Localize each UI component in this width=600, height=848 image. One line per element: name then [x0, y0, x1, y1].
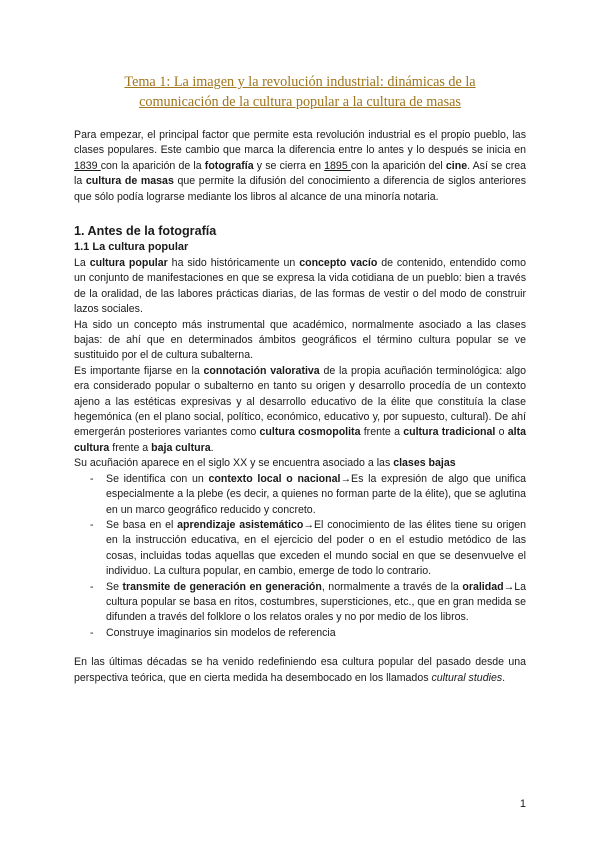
bold-term: cultura cosmopolita — [259, 426, 361, 439]
text: . — [210, 441, 214, 454]
dash-marker: - — [90, 626, 94, 639]
text: ha sido históricamente un — [167, 257, 300, 269]
term-fotografia: fotografía — [204, 159, 254, 172]
text: →La cultura popular se basa en ritos, costumbres, supersticiones, etc., que en gran medida se difunden a través del folklore o los relatos orales y no por medio de los libros. — [106, 580, 526, 624]
bold-term: baja cultura — [151, 441, 211, 454]
bold-term: oralidad — [462, 580, 504, 593]
text: , normalmente a través de la — [321, 580, 463, 593]
term-cultura-de-masas: cultura de masas — [85, 175, 174, 188]
list-item — [74, 472, 526, 518]
text: En las últimas décadas se ha venido redefiniendo esa cultura popular del pasado desde una perspectiva teórica, que en cierta medida ha desembocado en los llamados — [74, 656, 526, 684]
intro-text: y se cierra en — [253, 159, 325, 172]
intro-text: con la aparición de la — [100, 159, 205, 172]
text: Su acuñación aparece en el siglo XX y se encuentra asociado a las — [74, 457, 394, 470]
main-content — [74, 256, 526, 686]
list-item — [74, 580, 526, 626]
text: Es importante fijarse en la — [74, 364, 204, 377]
title-line-2: comunicación de la cultura popular a la cultura de masas — [139, 94, 461, 110]
paragraph-2: Ha sido un concepto más instrumental que académico, normalmente asociado a las clases bajas: de ahí que en determinados ámbitos geográficos el término cultura popular se ve sustituido por el de cultura subalterna. — [74, 318, 526, 362]
dash-marker: - — [90, 518, 94, 531]
document-title — [60, 72, 540, 112]
bold-term: cultura tradicional — [403, 426, 496, 439]
intro-text: Así se crea la — [74, 159, 527, 188]
section-heading: 1. Antes de la fotografía — [74, 224, 217, 238]
paragraph-1 — [74, 256, 526, 318]
text: Se identifica con un — [106, 472, 209, 485]
text: o — [495, 426, 508, 439]
dash-marker: - — [90, 580, 94, 593]
paragraph-4 — [74, 456, 526, 471]
text: frente a — [360, 426, 404, 439]
italic-term: cultural studies — [431, 671, 503, 684]
text: →Es la expresión de algo que unifica especialmente a la plebe (es decir, a quienes no forman parte de la élite), que se aglutina en un marco geográfico reducido y concreto. — [106, 472, 527, 516]
title-line-1: Tema 1: La imagen y la revolución industrial: dinámicas de la — [124, 74, 476, 90]
bold-term: alta cultura — [74, 426, 527, 454]
subsection-heading: 1.1 La cultura popular — [74, 241, 189, 253]
bold-term: connotación valorativa — [203, 364, 320, 377]
text: Se basa en el — [106, 518, 178, 531]
text: frente a — [109, 441, 152, 454]
list-item — [74, 626, 526, 641]
intro-text: Para empezar, el principal factor que permite esta revolución industrial es el propio pueblo, las clases populares. Este cambio que marca la diferencia entre lo antes y lo después se inicia en — [74, 129, 526, 157]
text: Se — [106, 580, 123, 593]
paragraph-5 — [74, 655, 526, 686]
dash-marker: - — [90, 472, 94, 485]
characteristics-list — [74, 472, 526, 641]
text: La — [74, 257, 90, 269]
bold-term: transmite de generación en generación — [122, 580, 322, 593]
intro-paragraph — [74, 128, 526, 205]
text: . — [502, 671, 506, 684]
term-cine: cine — [445, 159, 468, 172]
bold-term: concepto vacío — [299, 257, 378, 269]
year-1839: 1839 — [74, 159, 101, 172]
text: Construye imaginarios sin modelos de referencia — [106, 626, 336, 639]
intro-text: con la aparición del — [350, 159, 446, 172]
bold-term: clases bajas — [393, 457, 456, 470]
bold-term: contexto local o nacional — [208, 472, 341, 485]
intro-text: que permite la difusión del conocimiento a diferencia de siglos anteriores que sólo podía lograrse mediante los libros al alcance de una minoría notaria. — [74, 175, 526, 203]
page-number: 1 — [519, 798, 526, 810]
list-item — [74, 518, 526, 580]
text: de la propia acuñación terminológica: algo era considerado popular o subalterno en tanto su origen y desarrollo procedía de un contexto ajeno a las estéticas expresivas y al desarrollo educativo de la élite que constituía la clase hegemónica (en el plano social, político, económico, educativo y, por supuesto, cultural). De ahí emergerán posteriores variantes como — [74, 364, 526, 439]
bold-term: aprendizaje asistemático — [177, 518, 304, 531]
text: de contenido, entendido como un conjunto de manifestaciones en que se expresa la vida cotidiana de un pueblo: bien a través de la oralidad, de las labores prácticas diarias, de las formas de vestir o del modo de construir lazos sociales. — [74, 257, 527, 316]
bold-term: cultura popular — [89, 257, 168, 269]
year-1895: 1895 — [324, 159, 351, 172]
text: →El conocimiento de las élites tiene su origen en la instrucción educativa, en el ejercicio del poder o en el estudio metódico de las cosas, incluidas todas aquellas que exceden el mundo social en que se desenvuelve el individuo. La cultura popular, en cambio, emerge de todo lo contrario. — [106, 518, 527, 578]
paragraph-3 — [74, 364, 526, 456]
intro-text: . — [467, 159, 471, 172]
